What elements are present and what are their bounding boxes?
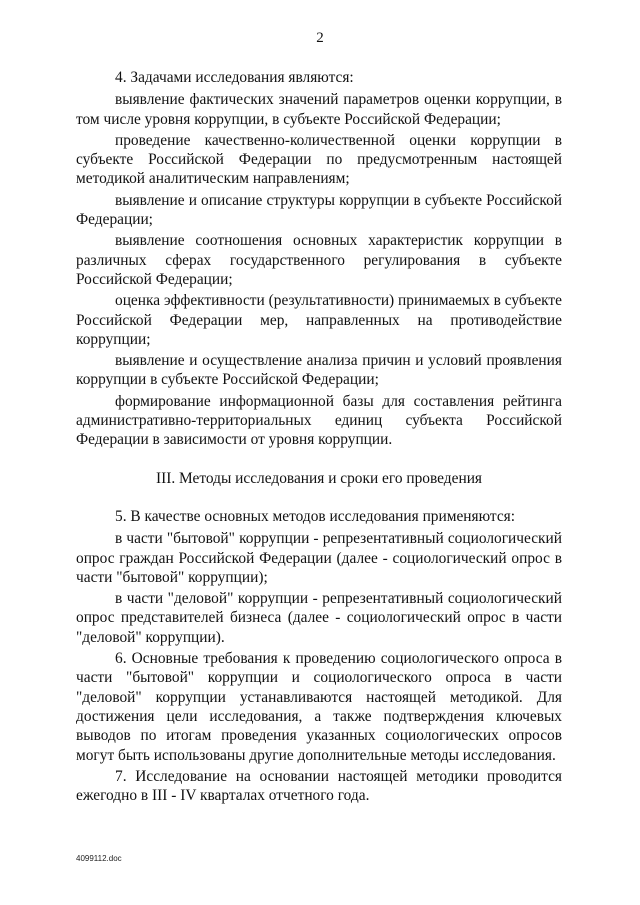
- method-item: в части "деловой" коррупции - репрезентативный социологический опрос представителей бизнеса (далее - социологический опрос в части "деловой" коррупции).: [76, 590, 562, 646]
- page-number: 2: [316, 30, 324, 46]
- task-item: проведение качественно-количественной оценки коррупции в субъекте Российской Федерации по предусмотренным настоящей методикой аналитическим направлениям;: [76, 131, 562, 188]
- task-item: выявление соотношения основных характеристик коррупции в различных сферах государственного регулирования в субъекте Российской Федерации;: [76, 232, 562, 288]
- paragraph-methods-intro: 5. В качестве основных методов исследования применяются:: [115, 507, 516, 525]
- method-item: в части "бытовой" коррупции - репрезентативный социологический опрос граждан Российской Федерации (далее - социологический опрос в части "бытовой" коррупции);: [76, 530, 562, 586]
- task-item: выявление и осуществление анализа причин и условий проявления коррупции в субъекте Российской Федерации;: [76, 352, 562, 389]
- footer-filename: 4099112.doc: [76, 854, 122, 863]
- paragraph-tasks-intro: 4. Задачами исследования являются:: [115, 69, 354, 86]
- paragraph-schedule: 7. Исследование на основании настоящей методики проводится ежегодно в III - IV кварталах отчетного года.: [76, 767, 562, 805]
- document-body: [76, 68, 562, 805]
- task-item: выявление и описание структуры коррупции в субъекте Российской Федерации;: [76, 191, 562, 229]
- task-item: выявление фактических значений параметров оценки коррупции, в том числе уровня коррупции, в субъекте Российской Федерации;: [76, 91, 562, 128]
- task-item: оценка эффективности (результативности) принимаемых в субъекте Российской Федерации мер, направленных на противодействие коррупции;: [76, 292, 562, 348]
- task-item: формирование информационной базы для составления рейтинга административно-территориальных единиц субъекта Российской Федерации в зависимости от уровня коррупции.: [76, 392, 562, 449]
- paragraph-requirements: 6. Основные требования к проведению социологического опроса в части "бытовой" коррупции и социологического опроса в части "деловой" коррупции устанавливаются настоящей методикой. Для достижения цели исследования, а также подтверждения ключевых выводов по итогам проведения указанных социологических опросов могут быть использованы другие дополнительные методы исследования.: [76, 650, 562, 764]
- section-heading: III. Методы исследования и сроки его проведения: [155, 469, 483, 487]
